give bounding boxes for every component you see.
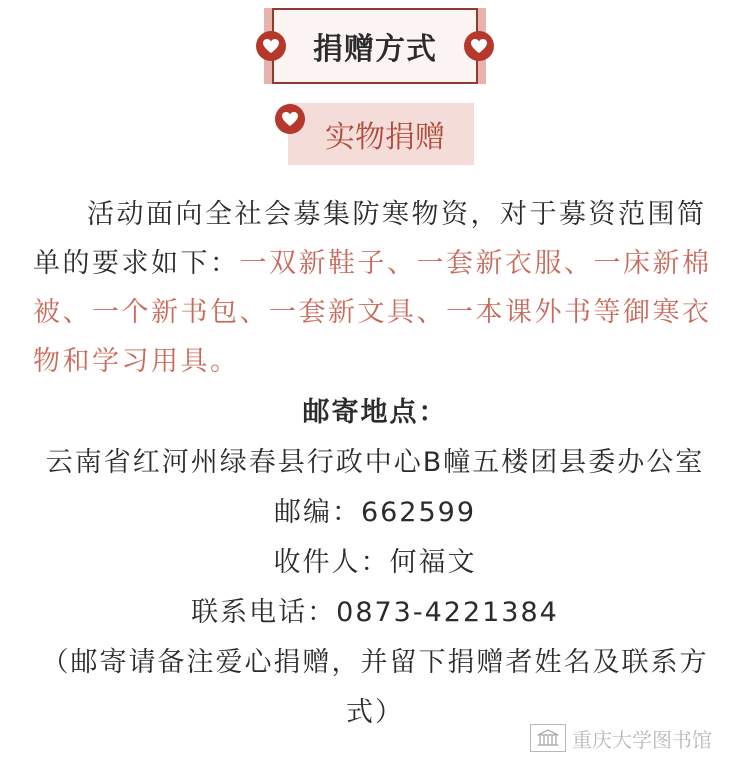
postcode: 邮编：662599	[273, 497, 477, 528]
watermark	[530, 724, 712, 752]
paragraph-intro: 活动面向全社会募集防寒物资，对于募资范围简单的要求如下：	[33, 199, 707, 279]
heart-icon	[275, 104, 305, 134]
mailing-note: （邮寄请备注爱心捐赠，并留下捐赠者姓名及联系方式）	[41, 647, 709, 728]
library-logo-icon	[530, 724, 566, 752]
description-paragraph	[33, 190, 723, 386]
heart-icon	[464, 31, 494, 61]
subtitle-box	[288, 103, 474, 165]
watermark-text: 重庆大学图书馆	[572, 727, 712, 752]
mailing-heading: 邮寄地点：	[302, 397, 448, 428]
recipient: 收件人：何福文	[273, 547, 477, 578]
title-frame	[272, 8, 478, 84]
section-title-box	[264, 8, 486, 84]
section-title: 捐赠方式	[313, 32, 437, 67]
donation-items: 一双新鞋子、一套新衣服、一床新棉被、一个新书包、一套新文具、一本课外书等御寒衣物和学习用具。	[33, 248, 712, 377]
subtitle: 实物捐赠	[325, 120, 445, 155]
mailing-info	[30, 388, 720, 738]
mailing-address: 云南省红河州绿春县行政中心B幢五楼团县委办公室	[45, 447, 705, 478]
heart-icon	[256, 31, 286, 61]
contact-phone: 联系电话：0873-4221384	[191, 597, 559, 628]
